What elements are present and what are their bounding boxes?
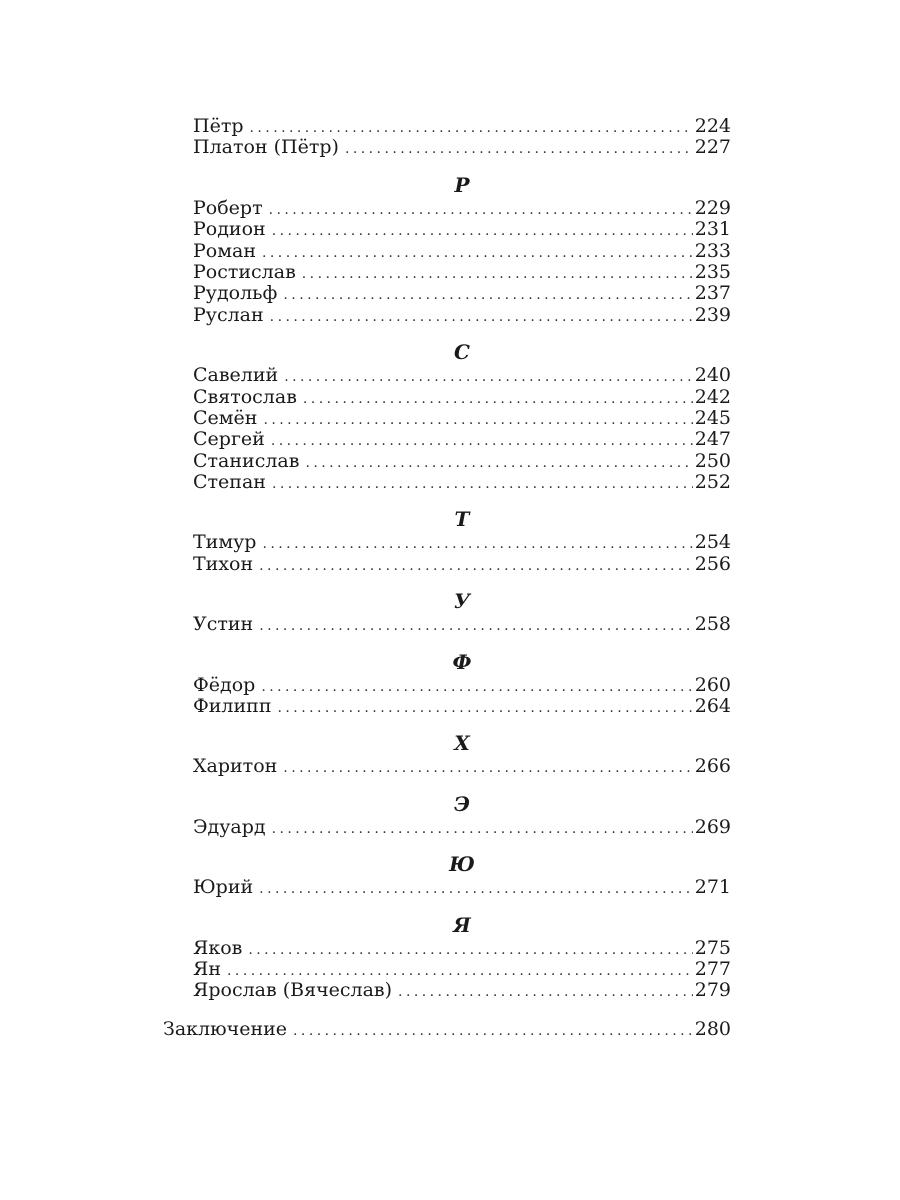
dot-leader [269,200,693,221]
toc-entry [193,756,731,777]
toc-entry [193,675,731,696]
toc-entry-name: Ростислав [193,262,302,283]
toc-entry-page: 264 [694,695,731,718]
section-letter-heading: Т [454,507,470,532]
dot-leader [262,534,692,555]
toc-entry-page: 229 [694,196,731,219]
toc-section-group [193,198,731,326]
toc-entry-name: Филипп [193,696,278,717]
toc-section-group [193,817,731,838]
toc-entry-page: 280 [694,1017,731,1040]
toc-entry [193,116,731,137]
toc-entry [193,305,731,326]
toc-entry [193,532,731,553]
toc-entry [193,137,731,158]
dot-leader [345,139,693,160]
toc-entry [193,387,731,408]
toc-entry-name: Степан [193,472,272,493]
toc-section-group [193,938,731,1002]
dot-leader [284,367,693,388]
toc-entry [193,283,731,304]
toc-entry-name: Тимур [193,532,262,553]
toc-entry-name: Ярослав (Вячеслав) [193,980,398,1001]
dot-leader [278,698,693,719]
toc-entry-name: Тихон [193,554,259,575]
toc-entry-page: 252 [694,471,731,494]
toc-entry [193,451,731,472]
toc-entry [193,262,731,283]
toc-entry-page: 231 [694,218,731,241]
toc-entry-page: 247 [694,428,731,451]
dot-leader [263,410,692,431]
toc-entry-name: Святослав [193,387,303,408]
dot-leader [270,307,693,328]
toc-entry-page: 256 [694,552,731,575]
toc-entry [193,980,731,1001]
toc-entry-page: 250 [694,449,731,472]
toc-entry-page: 275 [694,936,731,959]
toc-entry-page: 260 [694,673,731,696]
dot-leader [272,819,693,840]
toc-entry [193,198,731,219]
dot-leader [398,982,693,1003]
toc-entry-name: Яков [193,938,248,959]
toc-entry-page: 239 [694,303,731,326]
dot-leader [261,677,692,698]
toc-entry-name: Заключение [163,1019,293,1040]
dot-leader [248,940,692,961]
toc-sections [163,116,731,1002]
toc-entry-page: 271 [694,876,731,899]
toc-entry-name: Харитон [193,756,283,777]
toc-entry-name: Савелий [193,365,284,386]
toc-entry [193,696,731,717]
toc-entry-name: Ян [193,959,227,980]
toc-entry-page: 277 [694,957,731,980]
toc-entry-page: 266 [694,755,731,778]
toc-entry-name: Эдуард [193,817,272,838]
toc-section-group [193,532,731,575]
toc-entry-name: Роберт [193,198,269,219]
toc-entry-name: Устин [193,614,259,635]
toc-entry-page: 237 [694,282,731,305]
toc-entry [193,429,731,450]
toc-entry [193,219,731,240]
toc-section-group [193,756,731,777]
toc-entry [193,614,731,635]
toc-section-group [193,365,731,493]
dot-leader [305,453,692,474]
toc-entry [193,877,731,898]
dot-leader [272,221,693,242]
toc-entry-name: Станислав [193,451,305,472]
section-letter-heading: У [453,589,471,614]
toc-entry-name: Семён [193,408,263,429]
dot-leader [272,474,693,495]
toc-section-group [193,675,731,718]
section-letter-heading: Ю [449,852,475,877]
dot-leader [302,264,693,285]
toc-entry-page: 224 [694,115,731,137]
toc-entry-name: Руслан [193,305,270,326]
toc-entry [193,817,731,838]
dot-leader [303,389,693,410]
toc-entry-name: Пётр [193,116,250,137]
dot-leader [259,879,693,900]
toc-entry-name: Фёдор [193,675,261,696]
dot-leader [271,431,693,452]
toc-entry [193,365,731,386]
section-letter-heading: Ф [452,649,472,674]
dot-leader [259,616,693,637]
toc-entry-page: 254 [694,531,731,554]
toc-entry-page: 269 [694,815,731,838]
toc-entry-page: 235 [694,260,731,283]
toc-entry [193,938,731,959]
section-letter-heading: Я [453,912,471,937]
toc-entry-name: Платон (Пётр) [193,137,345,158]
section-letter-heading: Э [454,791,470,816]
toc-entry-name: Роман [193,241,262,262]
section-letter-heading: С [454,340,470,365]
toc-entry-page: 227 [694,136,731,159]
dot-leader [293,1021,693,1042]
toc-section-group [193,116,731,159]
toc-entry-page: 233 [694,239,731,262]
dot-leader [283,758,692,779]
toc-entry-page: 240 [694,364,731,387]
section-letter-heading: Р [454,172,470,197]
section-letter-heading: Х [454,731,470,756]
toc-section-group [193,614,731,635]
toc-entry [193,959,731,980]
toc-entry-name: Юрий [193,877,259,898]
table-of-contents [163,116,731,1040]
dot-leader [283,285,692,306]
toc-entry-page: 245 [694,406,731,429]
toc-section-group [193,877,731,898]
toc-entry-name: Сергей [193,429,271,450]
dot-leader [259,556,693,577]
toc-entry-name: Родион [193,219,272,240]
toc-entry-page: 279 [694,979,731,1002]
toc-entry [193,472,731,493]
toc-entry [193,554,731,575]
toc-entry [193,241,731,262]
toc-entry-page: 242 [694,385,731,408]
dot-leader [262,243,693,264]
toc-entry-conclusion [163,1019,731,1040]
toc-entry-page: 258 [694,613,731,636]
toc-entry [193,408,731,429]
toc-entry-name: Рудольф [193,283,283,304]
